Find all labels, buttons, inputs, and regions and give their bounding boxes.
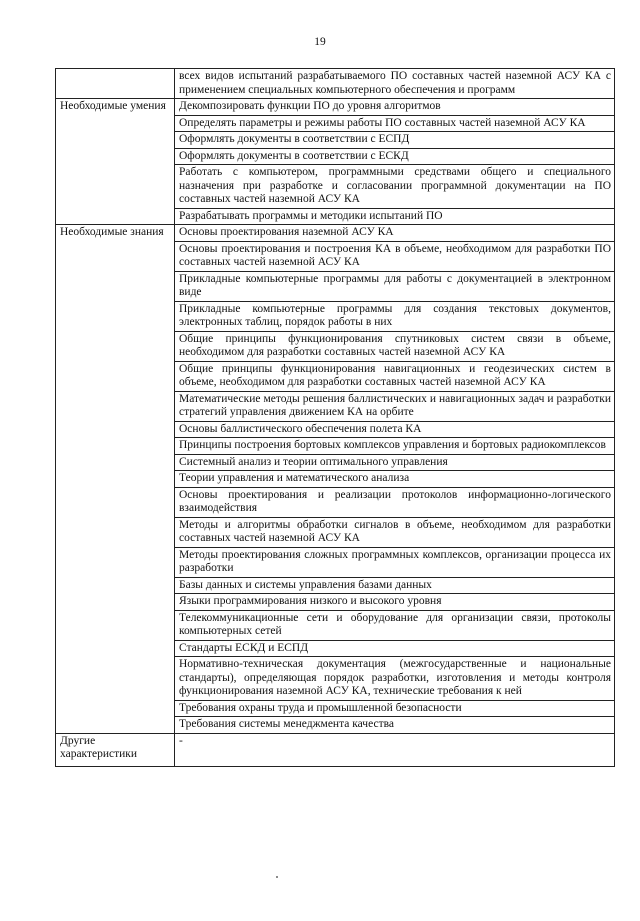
skill-item: Оформлять документы в соответствии с ЕСПД [175, 132, 615, 149]
knowledge-item: Общие принципы функционирования навигационных и геодезических систем в объеме, необходимом для разработки составных частей наземной АСУ КА [175, 361, 615, 391]
empty-category-cell [56, 69, 175, 99]
table-row [56, 733, 615, 766]
continuation-cell: всех видов испытаний разрабатываемого ПО составных частей наземной АСУ КА с применением специальных компьютерного обеспечения и программ [175, 69, 615, 99]
knowledge-item: Принципы построения бортовых комплексов управления и бортовых радиокомплексов [175, 438, 615, 455]
knowledge-item: Языки программирования низкого и высокого уровня [175, 594, 615, 611]
skill-item: Разрабатывать программы и методики испытаний ПО [175, 208, 615, 225]
knowledge-item: Стандарты ЕСКД и ЕСПД [175, 640, 615, 657]
knowledge-item: Основы проектирования и реализации протоколов информационно-логического взаимодействия [175, 487, 615, 517]
knowledge-item: Прикладные компьютерные программы для работы с документацией в электронном виде [175, 271, 615, 301]
knowledge-item: Системный анализ и теории оптимального управления [175, 454, 615, 471]
scan-dot [276, 876, 278, 878]
knowledge-item: Прикладные компьютерные программы для создания текстовых документов, электронных таблиц, порядок работы в них [175, 301, 615, 331]
table-row [56, 69, 615, 99]
knowledge-item: Требования охраны труда и промышленной безопасности [175, 700, 615, 717]
knowledge-item: Требования системы менеджмента качества [175, 717, 615, 734]
table-row [56, 225, 615, 242]
knowledge-item: Телекоммуникационные сети и оборудование для организации связи, протоколы компьютерных сетей [175, 610, 615, 640]
competency-table [55, 68, 615, 767]
skill-item: Декомпозировать функции ПО до уровня алгоритмов [175, 99, 615, 116]
knowledge-item: Математические методы решения баллистических и навигационных задач и разработки стратегий управления движением КА на орбите [175, 391, 615, 421]
knowledge-label: Необходимые знания [56, 225, 175, 734]
skill-item: Оформлять документы в соответствии с ЕСКД [175, 148, 615, 165]
knowledge-item: Теории управления и математического анализа [175, 471, 615, 488]
knowledge-item: Общие принципы функционирования спутниковых систем связи в объеме, необходимом для разработки составных частей наземной АСУ КА [175, 331, 615, 361]
page-number: 19 [314, 36, 326, 48]
skill-item: Определять параметры и режимы работы ПО составных частей наземной АСУ КА [175, 115, 615, 132]
knowledge-item: Нормативно-техническая документация (межгосударственные и национальные стандарты), определяющая порядок разработки, изготовления и методы контроля функционирования наземной АСУ КА, технические требования к ней [175, 657, 615, 701]
skill-item: Работать с компьютером, программными средствами общего и специального назначения при разработке и согласовании программной документации на ПО составных частей наземной АСУ КА [175, 165, 615, 209]
knowledge-item: Основы проектирования и построения КА в объеме, необходимом для разработки ПО составных частей наземной АСУ КА [175, 241, 615, 271]
knowledge-item: Методы и алгоритмы обработки сигналов в объеме, необходимом для разработки составных частей наземной АСУ КА [175, 517, 615, 547]
knowledge-item: Основы баллистического обеспечения полета КА [175, 421, 615, 438]
knowledge-item: Базы данных и системы управления базами данных [175, 577, 615, 594]
other-label: Другие характеристики [56, 733, 175, 766]
knowledge-item: Основы проектирования наземной АСУ КА [175, 225, 615, 242]
other-value: - [175, 733, 615, 766]
skills-label: Необходимые умения [56, 99, 175, 225]
knowledge-item: Методы проектирования сложных программных комплексов, организации процесса их разработки [175, 547, 615, 577]
table-row [56, 99, 615, 116]
